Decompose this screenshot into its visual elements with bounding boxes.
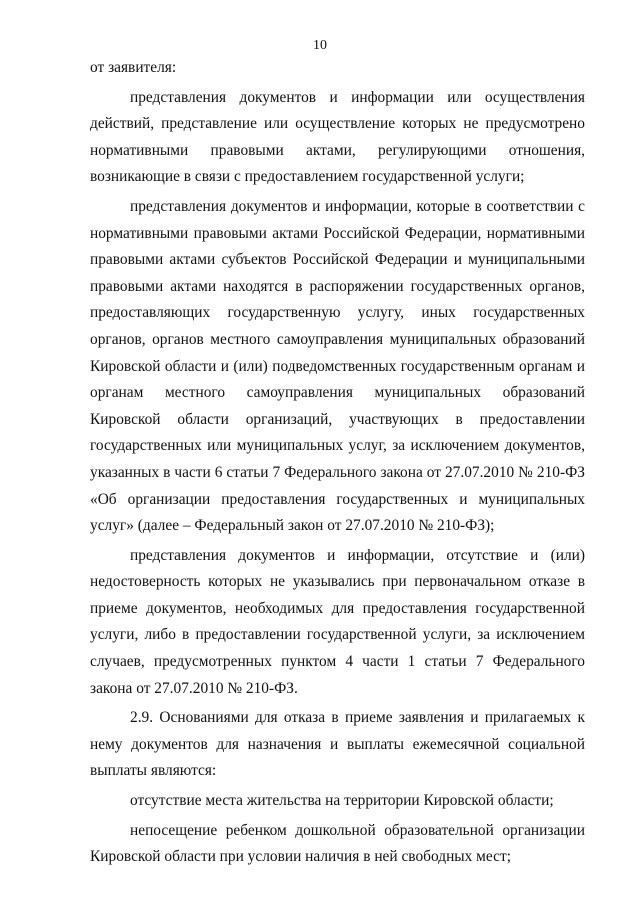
paragraph-item-refusal: представления документов и информации, отсутствие и (или) недостоверность которых не указывались при первоначальном отказе в приеме документов, необходимых для предоставления государственной услуги, либо в предоставлении государственной услуги, за исключением случаев, предусмотренных пунктом 4 части 1 статьи 7 Федерального закона от 27.07.2010 № 210-ФЗ. [90,546,585,697]
page-number: 10 [313,38,327,53]
paragraph-item-actions: представления документов и информации или осуществления действий, представление или осуществление которых не предусмотрено нормативными правовыми актами, регулирующими отношения, возникающие в связи с предоставлением государственной услуги; [90,88,585,186]
paragraph-intro: от заявителя: [90,59,177,76]
paragraph-ground-residence: отсутствие места жительства на территории Кировской области; [130,792,554,810]
paragraph-ground-attendance: непосещение ребенком дошкольной образовательной организации Кировской области при условии наличия в ней свободных мест; [90,821,585,866]
document-body [90,55,585,871]
paragraph-section-2-9: 2.9. Основаниями для отказа в приеме заявления и прилагаемых к нему документов для назначения и выплаты ежемесячной социальной выплаты являются: [90,709,585,780]
paragraph-item-documents: представления документов и информации, которые в соответствии с нормативными правовыми актами Российской Федерации, нормативными правовыми актами субъектов Российской Федерации и муниципальными правовыми актами находятся в распоряжении государственных органов, предоставляющих государственную услугу, иных государственных органов, органов местного самоуправления муниципальных образований Кировской области и (или) подведомственных государственным органам и органам местного самоуправления муниципальных образований Кировской области организаций, участвующих в предоставлении государственных или муниципальных услуг, за исключением документов, указанных в части 6 статьи 7 Федерального закона от 27.07.2010 № 210-ФЗ «Об организации предоставления государственных и муниципальных услуг» (далее – Федеральный закон от 27.07.2010 № 210-ФЗ); [90,197,585,535]
